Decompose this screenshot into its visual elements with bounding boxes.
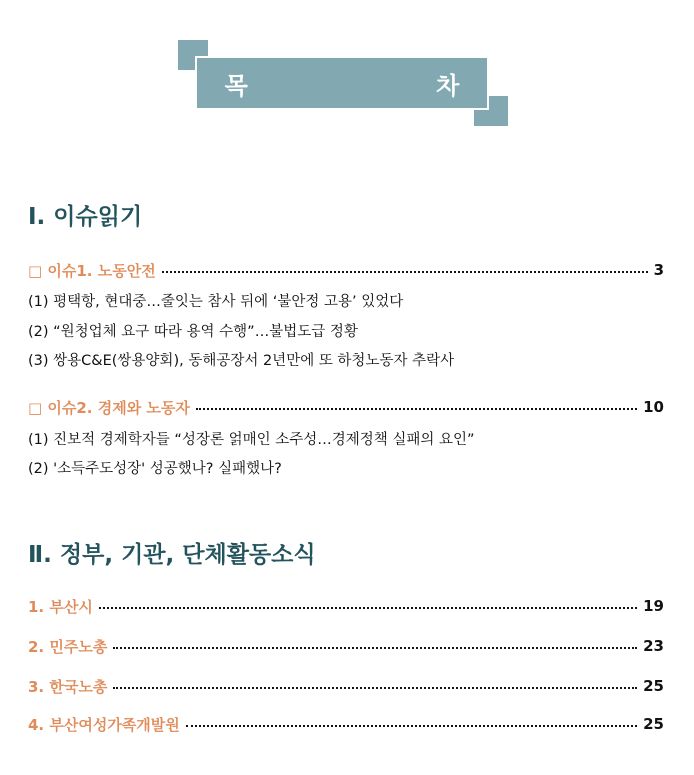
dot-leader — [113, 647, 637, 649]
toc-page-number: 19 — [643, 597, 664, 615]
dot-leader — [196, 408, 637, 410]
toc-entry-fktu[interactable] — [28, 675, 664, 697]
dot-leader — [186, 725, 637, 727]
toc-entry-issue1[interactable] — [28, 259, 664, 281]
toc-entry-label: 3. 한국노총 — [28, 677, 108, 696]
section-title-issues: Ⅰ. 이슈읽기 — [28, 204, 143, 230]
toc-entry-label: □ 이슈1. 노동안전 — [28, 261, 156, 280]
toc-subitem: (2) '소득주도성장' 성공했나? 실패했나? — [28, 461, 282, 477]
toc-entry-label: □ 이슈2. 경제와 노동자 — [28, 398, 190, 417]
dot-leader — [113, 687, 637, 689]
toc-entry-busan-women-family[interactable] — [28, 713, 664, 735]
toc-subitem: (2) “원청업체 요구 따라 용역 수행”…불법도급 정황 — [28, 324, 358, 340]
toc-entry-label: 1. 부산시 — [28, 597, 93, 616]
title-banner — [195, 56, 550, 110]
toc-page-number: 25 — [643, 677, 664, 695]
toc-entry-issue2[interactable] — [28, 396, 664, 418]
toc-subitem: (1) 평택항, 현대중…줄잇는 참사 뒤에 ‘불안정 고용’ 있었다 — [28, 294, 404, 310]
toc-entry-busan-city[interactable] — [28, 595, 664, 617]
toc-entry-kctu[interactable] — [28, 635, 664, 657]
toc-subitem: (3) 쌍용C&E(쌍용양회), 동해공장서 2년만에 또 하청노동자 추락사 — [28, 353, 455, 369]
page-title: 목 차 — [224, 71, 550, 100]
toc-title-block — [178, 40, 550, 126]
toc-page-number: 10 — [643, 398, 664, 416]
toc-subitem: (1) 진보적 경제학자들 “성장론 얽매인 소주성…경제정책 실패의 요인” — [28, 432, 475, 448]
dot-leader — [162, 271, 648, 273]
toc-page-number: 23 — [643, 637, 664, 655]
toc-page-number: 25 — [643, 715, 664, 733]
section-title-organizations: Ⅱ. 정부, 기관, 단체활동소식 — [28, 542, 316, 568]
toc-entry-label: 4. 부산여성가족개발원 — [28, 715, 180, 734]
toc-entry-label: 2. 민주노총 — [28, 637, 108, 656]
dot-leader — [99, 607, 637, 609]
toc-page-number: 3 — [653, 261, 664, 279]
